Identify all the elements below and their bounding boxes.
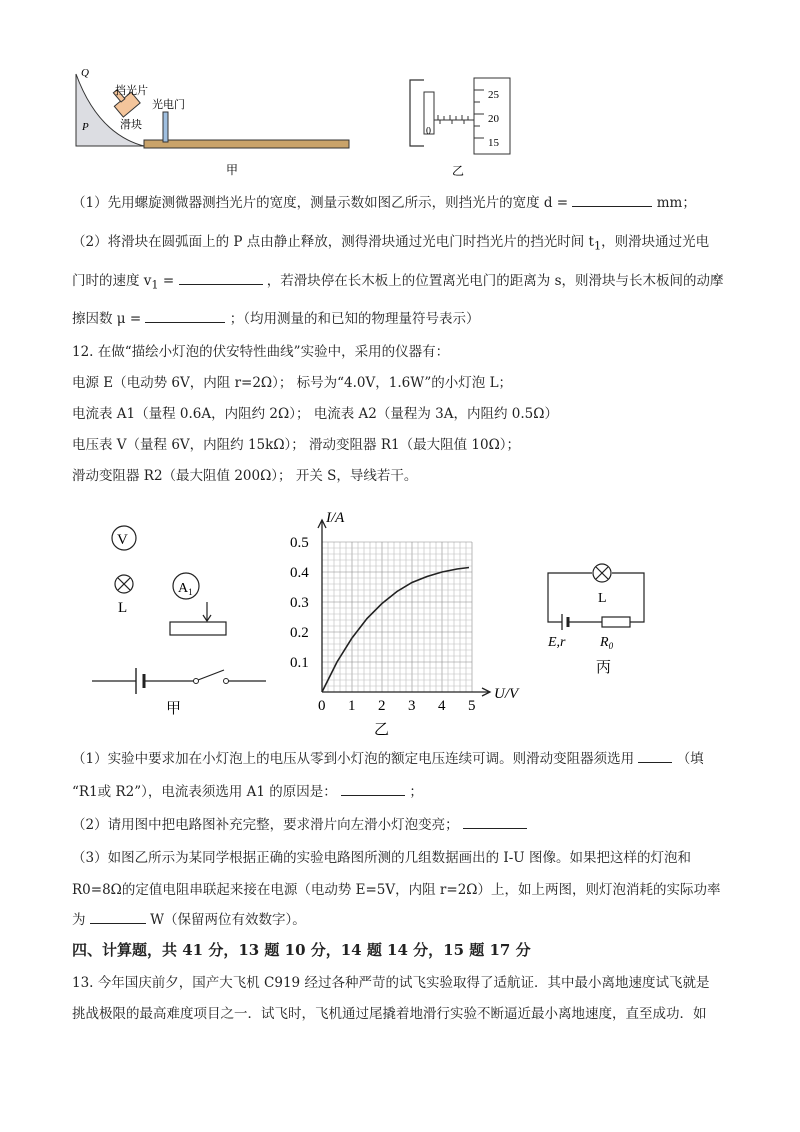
chart-ylabel: I/A xyxy=(326,510,345,526)
q12-equipment-1: 电源 E（电动势 6V，内阻 r=2Ω）； 标号为“4.0V，1.6W”的小灯泡 L； xyxy=(72,375,513,391)
x-tick-label: 4 xyxy=(438,698,446,714)
answer-blank-reason[interactable] xyxy=(341,795,405,796)
caption-q12-jia: 甲 xyxy=(166,701,182,717)
answer-blank-width[interactable] xyxy=(572,206,652,207)
micrometer-tick-20: 20 xyxy=(488,113,499,125)
bing-resistor-label: R xyxy=(600,635,609,650)
label-p: P xyxy=(82,121,89,133)
chart-caption: 乙 xyxy=(374,722,390,738)
label-q: Q xyxy=(81,67,89,79)
q12-intro: 12. 在做“描绘小灯泡的伏安特性曲线”实验中，采用的仪器有： xyxy=(72,344,450,360)
answer-blank-mu[interactable] xyxy=(145,322,225,323)
label-shutter: 挡光片 xyxy=(115,85,148,97)
bing-resistor-symbol xyxy=(602,617,630,627)
bing-lamp-label: L xyxy=(598,591,607,606)
q11-part2-line3: 擦因数 μ = ；（均用测量的和已知的物理量符号表示） xyxy=(72,311,480,327)
q12-s1-line1: （1）实验中要求加在小灯泡上的电压从零到小灯泡的额定电压连续可调。则滑动变阻器须选用 （填 xyxy=(72,751,704,767)
q12-s3-line2: R0=8Ω的定值电阻串联起来接在电源（电动势 E=5V，内阻 r=2Ω）上，如上两图，则灯泡消耗的实际功率 xyxy=(72,882,721,898)
x-tick-label: 2 xyxy=(378,698,386,714)
switch-symbol xyxy=(198,670,224,680)
ammeter-sub: 1 xyxy=(188,587,193,597)
y-tick-label: 0.4 xyxy=(290,565,309,581)
ammeter-label: A xyxy=(178,581,189,596)
y-tick-label: 0.2 xyxy=(290,625,309,641)
caption-q12-bing: 丙 xyxy=(596,660,612,676)
lamp-label: L xyxy=(118,600,128,616)
q12-s2: （2）请用图中把电路图补充完整，要求滑片向左滑小灯泡变亮； xyxy=(72,815,527,835)
answer-blank-circuit[interactable] xyxy=(463,828,527,829)
bing-battery-label: E,r xyxy=(548,635,566,650)
iu-curve xyxy=(322,568,469,693)
figure-jia-track xyxy=(68,64,358,179)
y-tick-label: 0.5 xyxy=(290,535,309,551)
q12-equipment-2: 电流表 A1（量程 0.6A，内阻约 2Ω）； 电流表 A2（量程为 3A，内阻约 0.5Ω） xyxy=(72,406,558,422)
x-tick-label: 1 xyxy=(348,698,356,714)
svg-text:R0 xyxy=(599,635,614,651)
answer-blank-rheostat[interactable] xyxy=(638,762,672,763)
figure-yi-micrometer xyxy=(404,74,519,179)
bing-resistor-sub: 0 xyxy=(608,641,614,651)
q12-s1-line2: “R1或 R2”），电流表须选用 A1 的原因是： ； xyxy=(72,784,423,800)
svg-text:A1 xyxy=(178,581,193,597)
figure-q12-bing xyxy=(540,560,660,680)
label-gate: 光电门 xyxy=(152,99,185,111)
rheostat-symbol xyxy=(170,622,226,635)
caption-jia: 甲 xyxy=(226,163,239,177)
iu-chart xyxy=(280,496,540,742)
q11-part1: （1）先用螺旋测微器测挡光片的宽度，测量示数如图乙所示，则挡光片的宽度 d = mm； xyxy=(72,195,696,211)
answer-blank-power[interactable] xyxy=(90,923,146,924)
micrometer-zero: 0 xyxy=(426,126,431,137)
q11-part2-line1: （2）将滑块在圆弧面上的 P 点由静止释放，测得滑块通过光电门时挡光片的挡光时间 $t_1$，则滑块通过光电 xyxy=(72,234,710,253)
x-tick-label: 3 xyxy=(408,698,416,714)
y-tick-label: 0.1 xyxy=(290,655,309,671)
voltmeter-label: V xyxy=(117,532,128,548)
x-tick-label: 5 xyxy=(468,698,476,714)
q11-part2-line2: 门时的速度 $v_1$ = ，若滑块停在长木板上的位置离光电门的距离为 s，则滑块与长木板间的动摩 xyxy=(72,273,724,292)
q12-s3-line3: 为 W（保留两位有效数字）。 xyxy=(72,912,306,928)
answer-blank-velocity[interactable] xyxy=(179,284,263,285)
q13-line2: 挑战极限的最高难度项目之一．试飞时，飞机通过尾撬着地滑行实验不断逼近最小离地速度，直至成功．如 xyxy=(72,1006,707,1022)
chart-xlabel: U/V xyxy=(494,686,519,702)
q12-s3-line1: （3）如图乙所示为某同学根据正确的实验电路图所测的几组数据画出的 I-U 图像。如果把这样的灯泡和 xyxy=(72,850,691,866)
caption-yi: 乙 xyxy=(452,164,465,178)
micrometer-tick-25: 25 xyxy=(488,89,499,101)
y-tick-label: 0.3 xyxy=(290,595,309,611)
micrometer-tick-15: 15 xyxy=(488,137,499,149)
q12-equipment-3: 电压表 V（量程 6V，内阻约 15kΩ）； 滑动变阻器 R1（最大阻值 10Ω）； xyxy=(72,437,521,453)
figure-q12-jia xyxy=(86,518,276,720)
x-tick-label: 0 xyxy=(318,698,326,714)
q13-line1: 13. 今年国庆前夕，国产大飞机 C919 经过各种严苛的试飞实验取得了适航证．其中最小离地速度试飞就是 xyxy=(72,975,710,991)
q12-equipment-4: 滑动变阻器 R2（最大阻值 200Ω）； 开关 S，导线若干。 xyxy=(72,468,418,484)
section-4-title: 四、计算题，共 41 分，13 题 10 分，14 题 14 分，15 题 17 分 xyxy=(72,941,531,959)
label-slider: 滑块 xyxy=(120,119,142,131)
